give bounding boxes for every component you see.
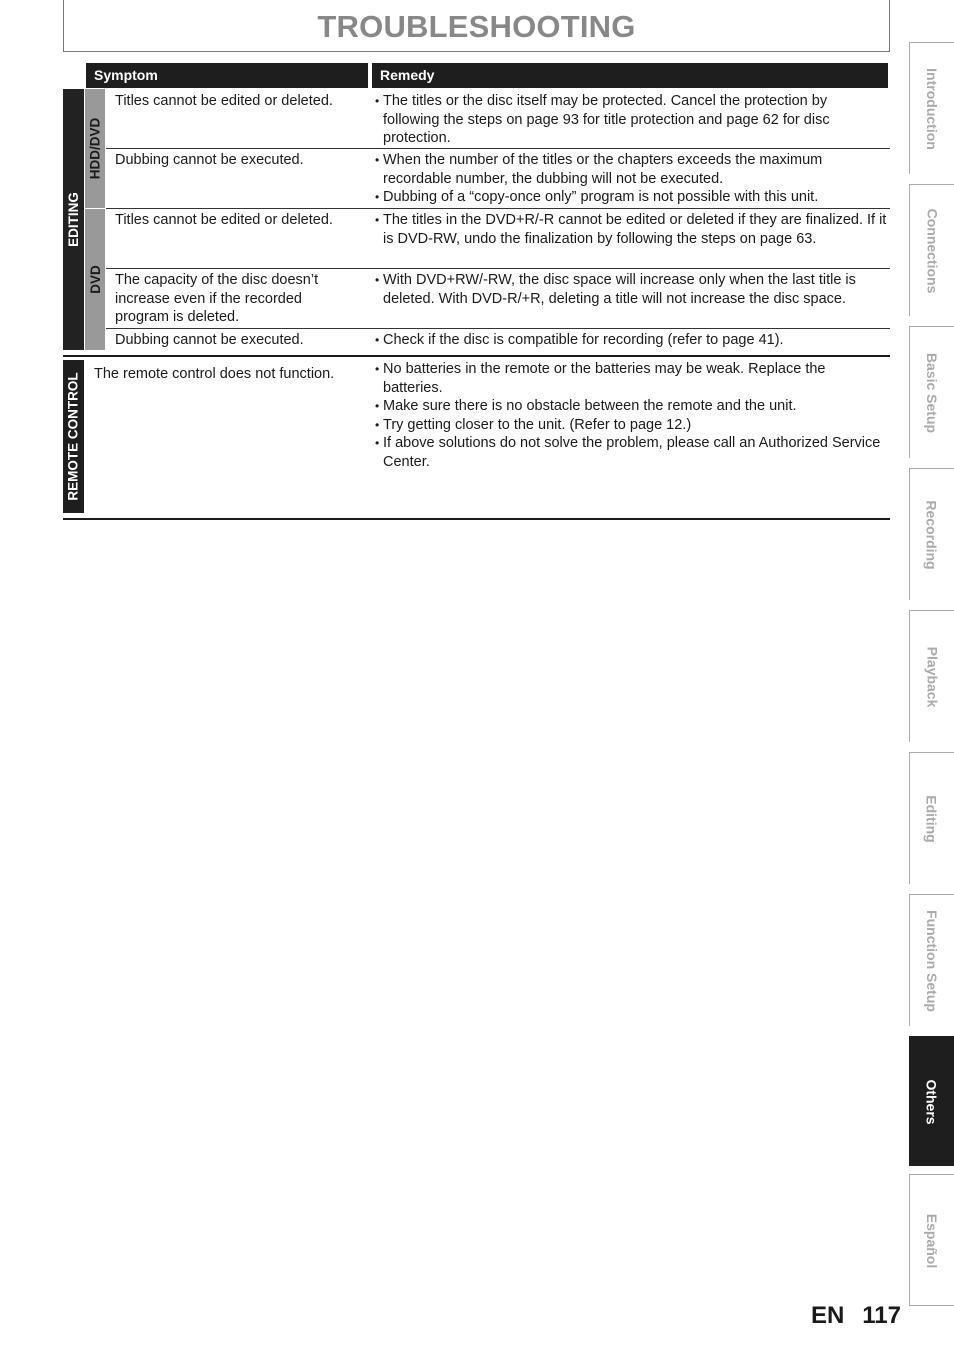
page-title: TROUBLESHOOTING [317, 9, 636, 44]
section-remote-control-label: REMOTE CONTROL [66, 372, 81, 501]
tab-introduction[interactable] [909, 42, 954, 174]
tab-function-setup[interactable] [909, 894, 954, 1026]
symptom-cell: Titles cannot be edited or deleted. [115, 212, 333, 228]
remedy-item: • Try getting closer to the unit. (Refer to page 12.) [375, 416, 887, 435]
remedy-item: • With DVD+RW/-RW, the disc space will increase only when the last title is deleted. With DVD-R/+R, deleting a title will not increase the disc space. [375, 271, 887, 308]
remedy-cell [375, 211, 887, 248]
symptom-cell: Dubbing cannot be executed. [115, 332, 304, 348]
tab-others[interactable] [909, 1036, 954, 1166]
section-remote-control [63, 360, 84, 513]
tab-basic-setup[interactable] [909, 326, 954, 458]
tab-espanol[interactable] [909, 1174, 954, 1306]
symptom-cell: Dubbing cannot be executed. [115, 152, 304, 168]
subsection-dvd [85, 209, 105, 350]
section-editing-label: EDITING [66, 192, 82, 247]
tab-label: Others [924, 1078, 940, 1125]
remedy-item: • Dubbing of a “copy-once only” program is not possible with this unit. [375, 188, 887, 207]
section-divider [63, 355, 890, 357]
remedy-item: • When the number of the titles or the chapters exceeds the maximum recordable number, the dubbing will not be executed. [375, 151, 887, 188]
remedy-cell [375, 151, 887, 207]
tab-label: Español [924, 1213, 940, 1268]
tab-editing[interactable] [909, 752, 954, 884]
tab-label: Recording [924, 499, 941, 570]
tab-recording[interactable] [909, 468, 954, 600]
tab-label: Basic Setup [924, 352, 941, 433]
symptom-cell: The capacity of the disc doesn’t increase even if the recorded program is deleted. [115, 272, 319, 325]
remedy-cell [375, 92, 887, 148]
row-divider [106, 148, 890, 149]
symptom-cell: The remote control does not function. [94, 366, 335, 382]
page-number: 117 [862, 1302, 901, 1329]
remedy-item: • The titles or the disc itself may be protected. Cancel the protection by following the steps on page 93 for title protection and page 62 for disc protection. [375, 92, 887, 148]
tab-label: Connections [924, 208, 940, 293]
symptom-cell: Titles cannot be edited or deleted. [115, 93, 333, 109]
tab-label: Function Setup [924, 909, 941, 1012]
remedy-item: • The titles in the DVD+R/-R cannot be edited or deleted if they are finalized. If it is DVD-RW, undo the finalization by following the steps on page 63. [375, 211, 887, 248]
remedy-item: • Make sure there is no obstacle between the remote and the unit. [375, 397, 887, 416]
tab-label: Editing [924, 794, 940, 843]
section-editing [63, 89, 84, 350]
symptom-column-header: Symptom [86, 63, 368, 88]
row-divider [106, 208, 890, 209]
table-bottom-rule [63, 518, 890, 520]
remedy-cell [375, 271, 887, 308]
title-frame [63, 0, 890, 52]
tab-playback[interactable] [909, 610, 954, 742]
language-code: EN [810, 1302, 845, 1329]
remedy-item: • Check if the disc is compatible for recording (refer to page 41). [375, 331, 887, 350]
remedy-cell [375, 360, 887, 471]
tab-bottom-rule [909, 1305, 954, 1306]
tab-label: Playback [924, 646, 940, 707]
subsection-hdd-dvd [85, 89, 105, 208]
subsection-dvd-label: DVD [87, 265, 103, 294]
subsection-hdd-dvd-label: HDD/DVD [87, 117, 103, 180]
remedy-cell [375, 331, 887, 350]
remedy-item: • If above solutions do not solve the problem, please call an Authorized Service Center. [375, 434, 887, 471]
tab-label: Introduction [924, 67, 940, 150]
row-divider [106, 268, 890, 269]
row-divider [106, 328, 890, 329]
tab-connections[interactable] [909, 184, 954, 316]
remedy-column-header: Remedy [372, 63, 888, 88]
remedy-item: • No batteries in the remote or the batteries may be weak. Replace the batteries. [375, 360, 887, 397]
page-footer [811, 1302, 901, 1330]
